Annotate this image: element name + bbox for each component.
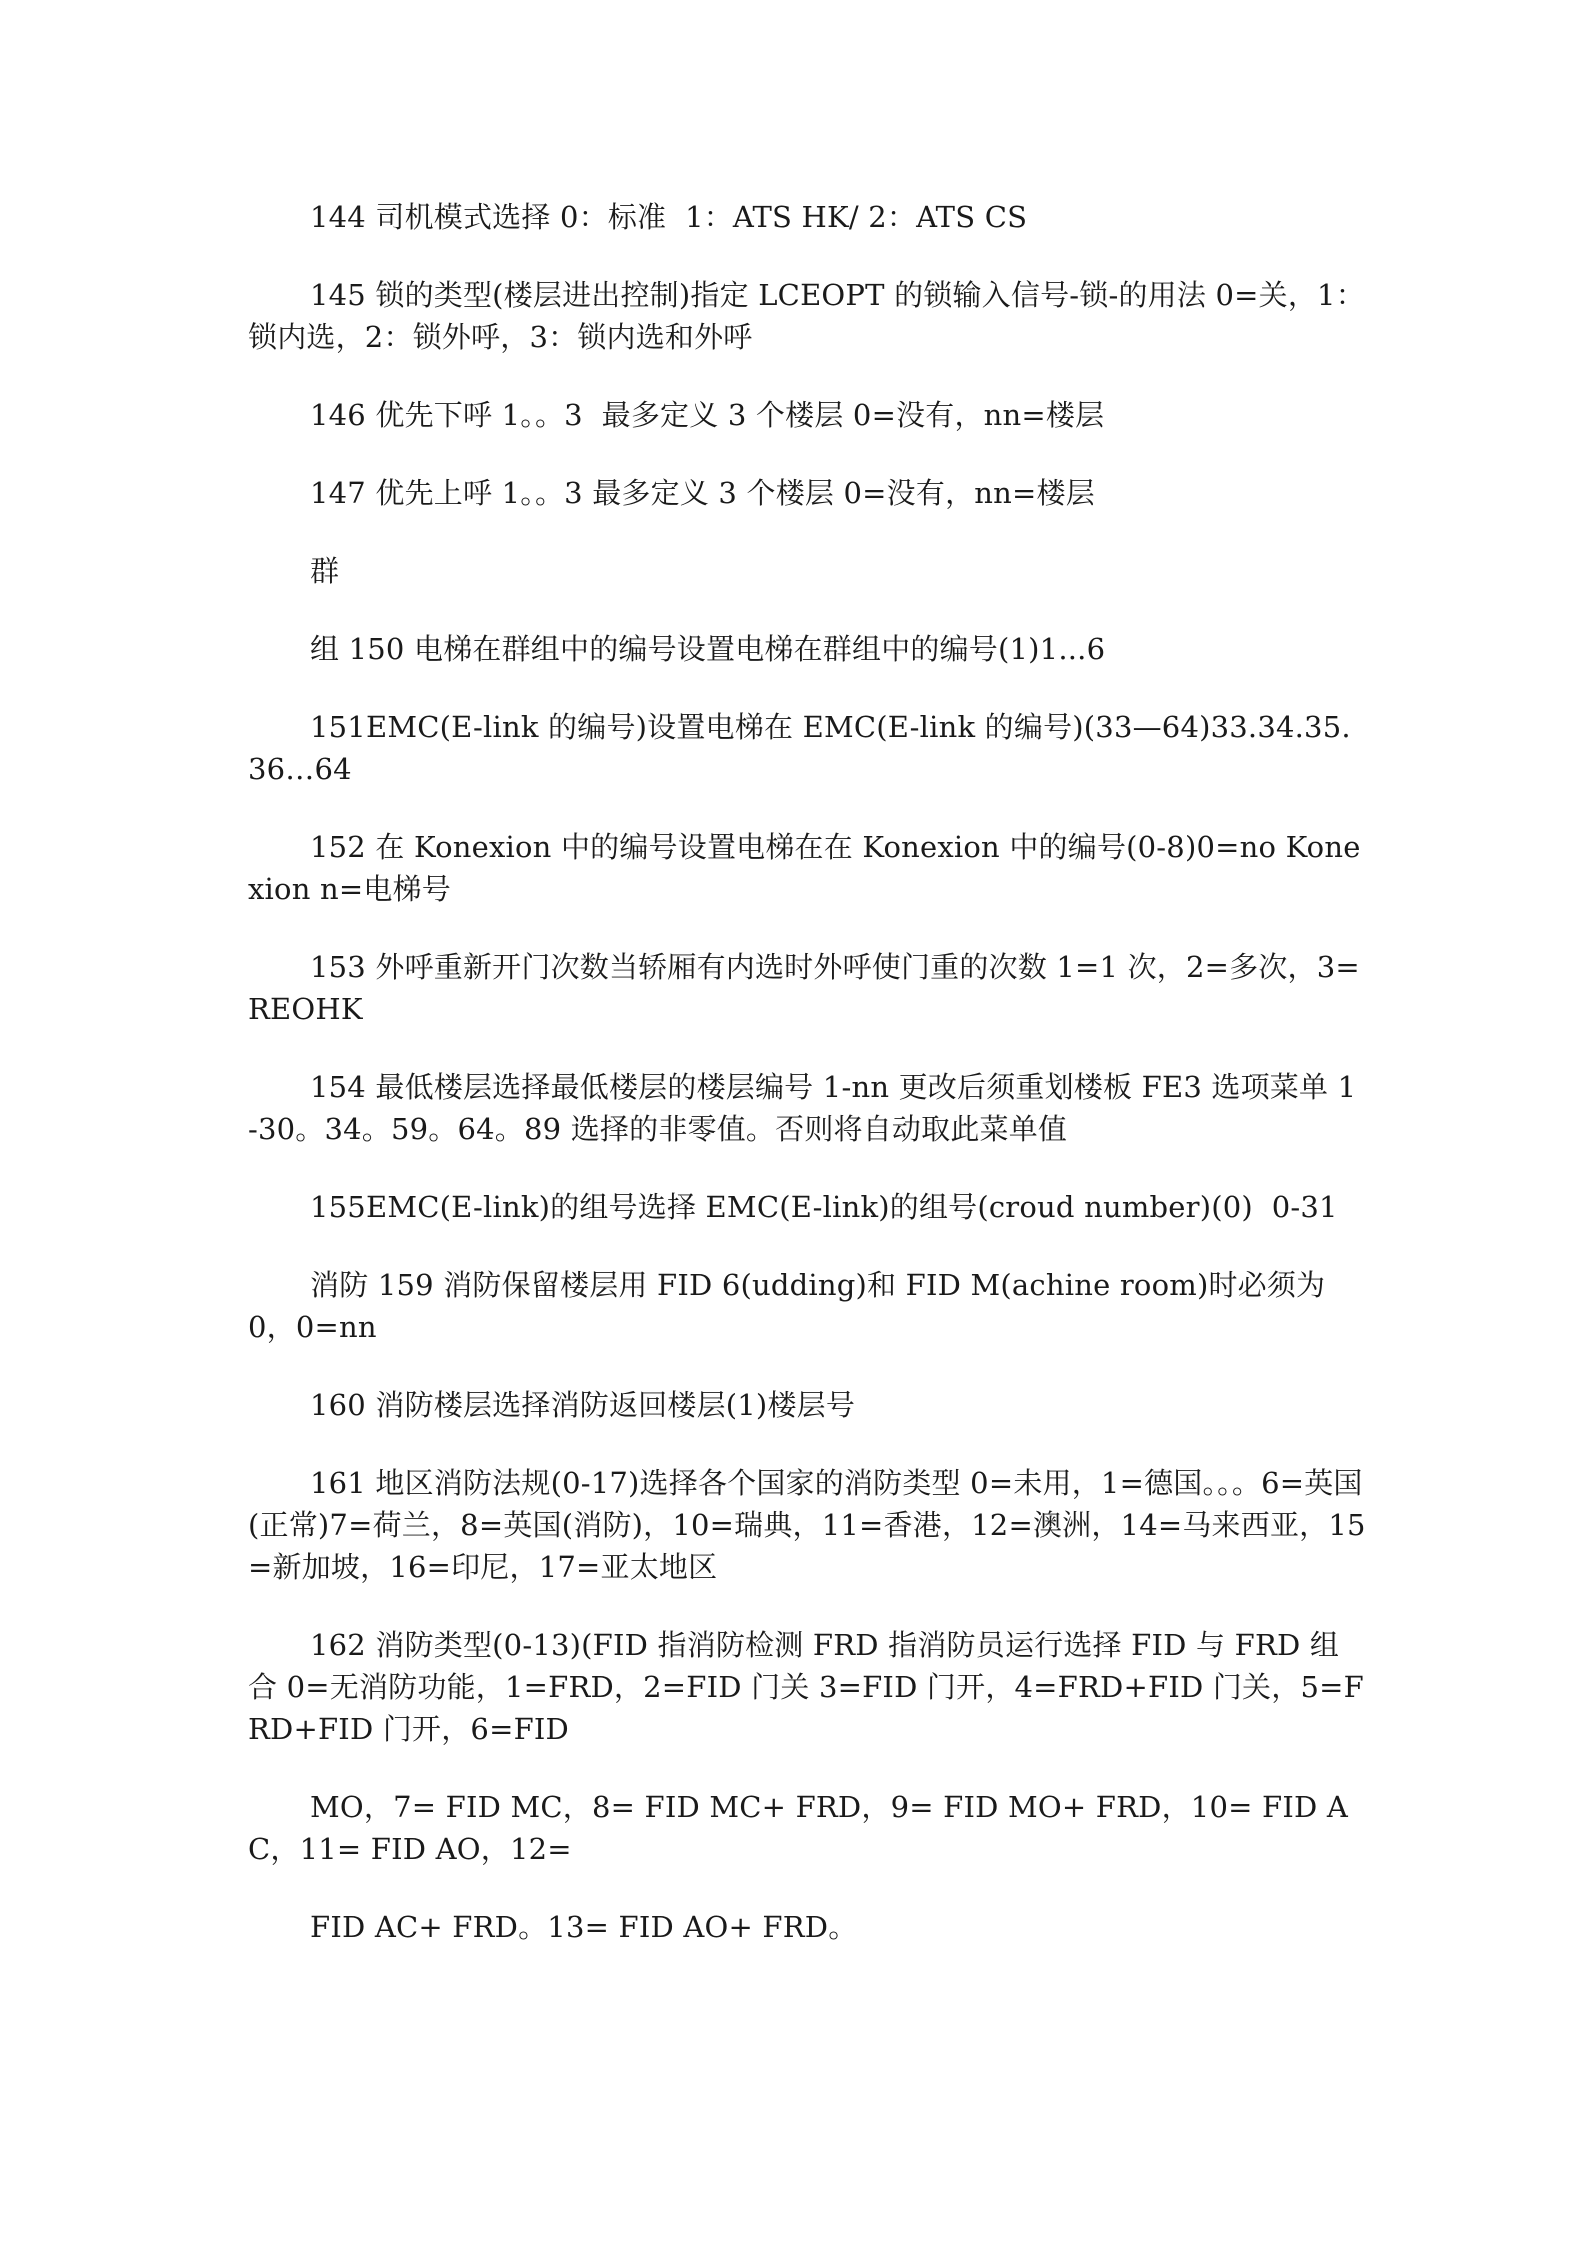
paragraph-162-continued-b: FID AC+ FRD。13= FID AO+ FRD。 [310,1910,858,1944]
paragraph-147: 147 优先上呼 1。。3 最多定义 3 个楼层 0=没有，nn=楼层 [310,476,1095,510]
paragraph-144: 144 司机模式选择 0：标准 1：ATS HK/ 2：ATS CS [310,200,1028,234]
paragraph-151: 151EMC(E-link 的编号)设置电梯在 EMC(E-link 的编号)(33—64)33.34.35.36…64 [248,710,1351,786]
paragraph-162: 162 消防类型(0-13)(FID 指消防检测 FRD 指消防员运行选择 FID 与 FRD 组合 0=无消防功能，1=FRD，2=FID 门关 3=FID 门开，4=FRD+FID 门关，5=FRD+FID 门开，6=FID [248,1628,1364,1746]
paragraph-152: 152 在 Konexion 中的编号设置电梯在在 Konexion 中的编号(0-8)0=no Konexion n=电梯号 [248,830,1361,906]
paragraph-145: 145 锁的类型(楼层进出控制)指定 LCEOPT 的锁输入信号-锁-的用法 0=关，1：锁内选，2：锁外呼，3：锁内选和外呼 [248,278,1365,354]
paragraph-group-heading: 群 [310,554,340,588]
paragraph-154: 154 最低楼层选择最低楼层的楼层编号 1-nn 更改后须重划楼板 FE3 选项菜单 1-30。34。59。64。89 选择的非零值。否则将自动取此菜单值 [248,1070,1357,1146]
paragraph-150: 组 150 电梯在群组中的编号设置电梯在群组中的编号(1)1...6 [310,632,1106,666]
paragraph-146: 146 优先下呼 1。。3 最多定义 3 个楼层 0=没有，nn=楼层 [310,398,1105,432]
paragraph-159: 消防 159 消防保留楼层用 FID 6(udding)和 FID M(achine room)时必须为 0，0=nn [248,1268,1335,1344]
document-body [248,196,1366,1984]
paragraph-153: 153 外呼重新开门次数当轿厢有内选时外呼使门重的次数 1=1 次，2=多次，3=REOHK [248,950,1360,1026]
paragraph-161: 161 地区消防法规(0-17)选择各个国家的消防类型 0=未用，1=德国。。。6=英国(正常)7=荷兰，8=英国(消防)，10=瑞典，11=香港，12=澳洲，14=马来西亚，15=新加坡，16=印尼，17=亚太地区 [248,1466,1366,1584]
paragraph-162-continued-a: MO，7= FID MC，8= FID MC+ FRD，9= FID MO+ FRD，10= FID AC，11= FID AO，12= [248,1790,1349,1866]
paragraph-155: 155EMC(E-link)的组号选择 EMC(E-link)的组号(croud number)(0) 0-31 [310,1190,1338,1224]
paragraph-160: 160 消防楼层选择消防返回楼层(1)楼层号 [310,1388,856,1422]
